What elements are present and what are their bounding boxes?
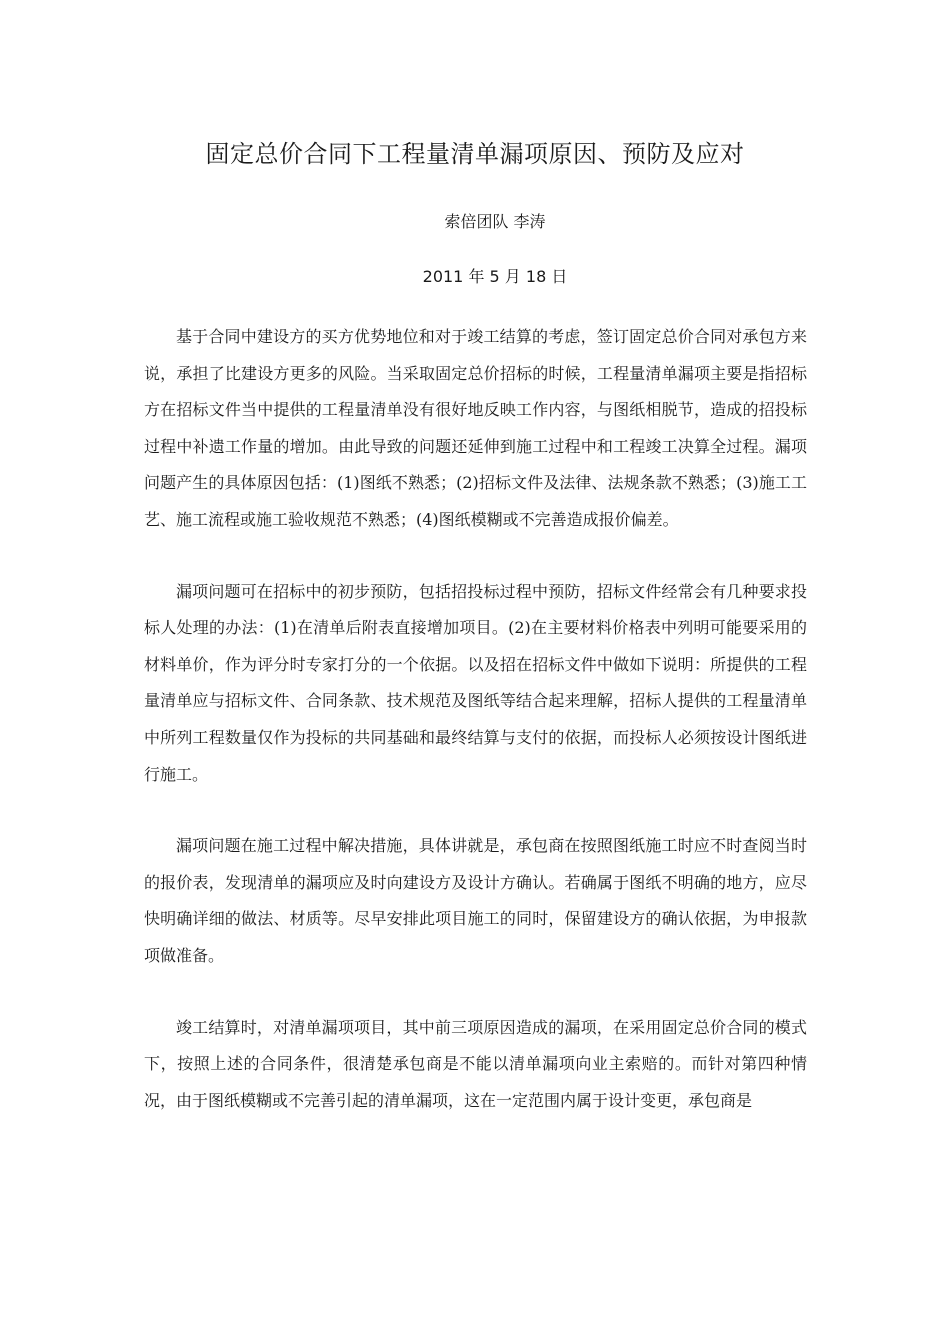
document-body xyxy=(144,319,807,1154)
paragraph: 基于合同中建设方的买方优势地位和对于竣工结算的考虑，签订固定总价合同对承包方来说，承担了比建设方更多的风险。当采取固定总价招标的时候，工程量清单漏项主要是指招标方在招标文件当中提供的工程量清单没有很好地反映工作内容，与图纸相脱节，造成的招投标过程中补遗工作量的增加。由此导致的问题还延伸到施工过程中和工程竣工决算全过程。漏项问题产生的具体原因包括：(1)图纸不熟悉；(2)招标文件及法律、法规条款不熟悉；(3)施工工艺、施工流程或施工验收规范不熟悉；(4)图纸模糊或不完善造成报价偏差。 xyxy=(144,327,807,529)
document-title: 固定总价合同下工程量清单漏项原因、预防及应对 xyxy=(205,140,745,168)
paragraph: 漏项问题在施工过程中解决措施，具体讲就是，承包商在按照图纸施工时应不时查阅当时的报价表，发现清单的漏项应及时向建设方及设计方确认。若确属于图纸不明确的地方，应尽快明确详细的做法、材质等。尽早安排此项目施工的同时，保留建设方的确认依据，为申报款项做准备。 xyxy=(144,836,807,965)
publication-date: 2011 年 5 月 18 日 xyxy=(422,267,568,286)
author-line: 索倍团队 李涛 xyxy=(444,212,546,231)
paragraph: 漏项问题可在招标中的初步预防，包括招投标过程中预防，招标文件经常会有几种要求投标人处理的办法：(1)在清单后附表直接增加项目。(2)在主要材料价格表中列明可能要采用的材料单价，作为评分时专家打分的一个依据。以及招在招标文件中做如下说明：所提供的工程量清单应与招标文件、合同条款、技术规范及图纸等结合起来理解，招标人提供的工程量清单中所列工程数量仅作为投标的共同基础和最终结算与支付的依据，而投标人必须按设计图纸进行施工。 xyxy=(144,581,807,784)
paragraph: 竣工结算时，对清单漏项项目，其中前三项原因造成的漏项，在采用固定总价合同的模式下，按照上述的合同条件，很清楚承包商是不能以清单漏项向业主索赔的。而针对第四种情况，由于图纸模糊或不完善引起的清单漏项，这在一定范围内属于设计变更，承包商是 xyxy=(144,1017,807,1110)
